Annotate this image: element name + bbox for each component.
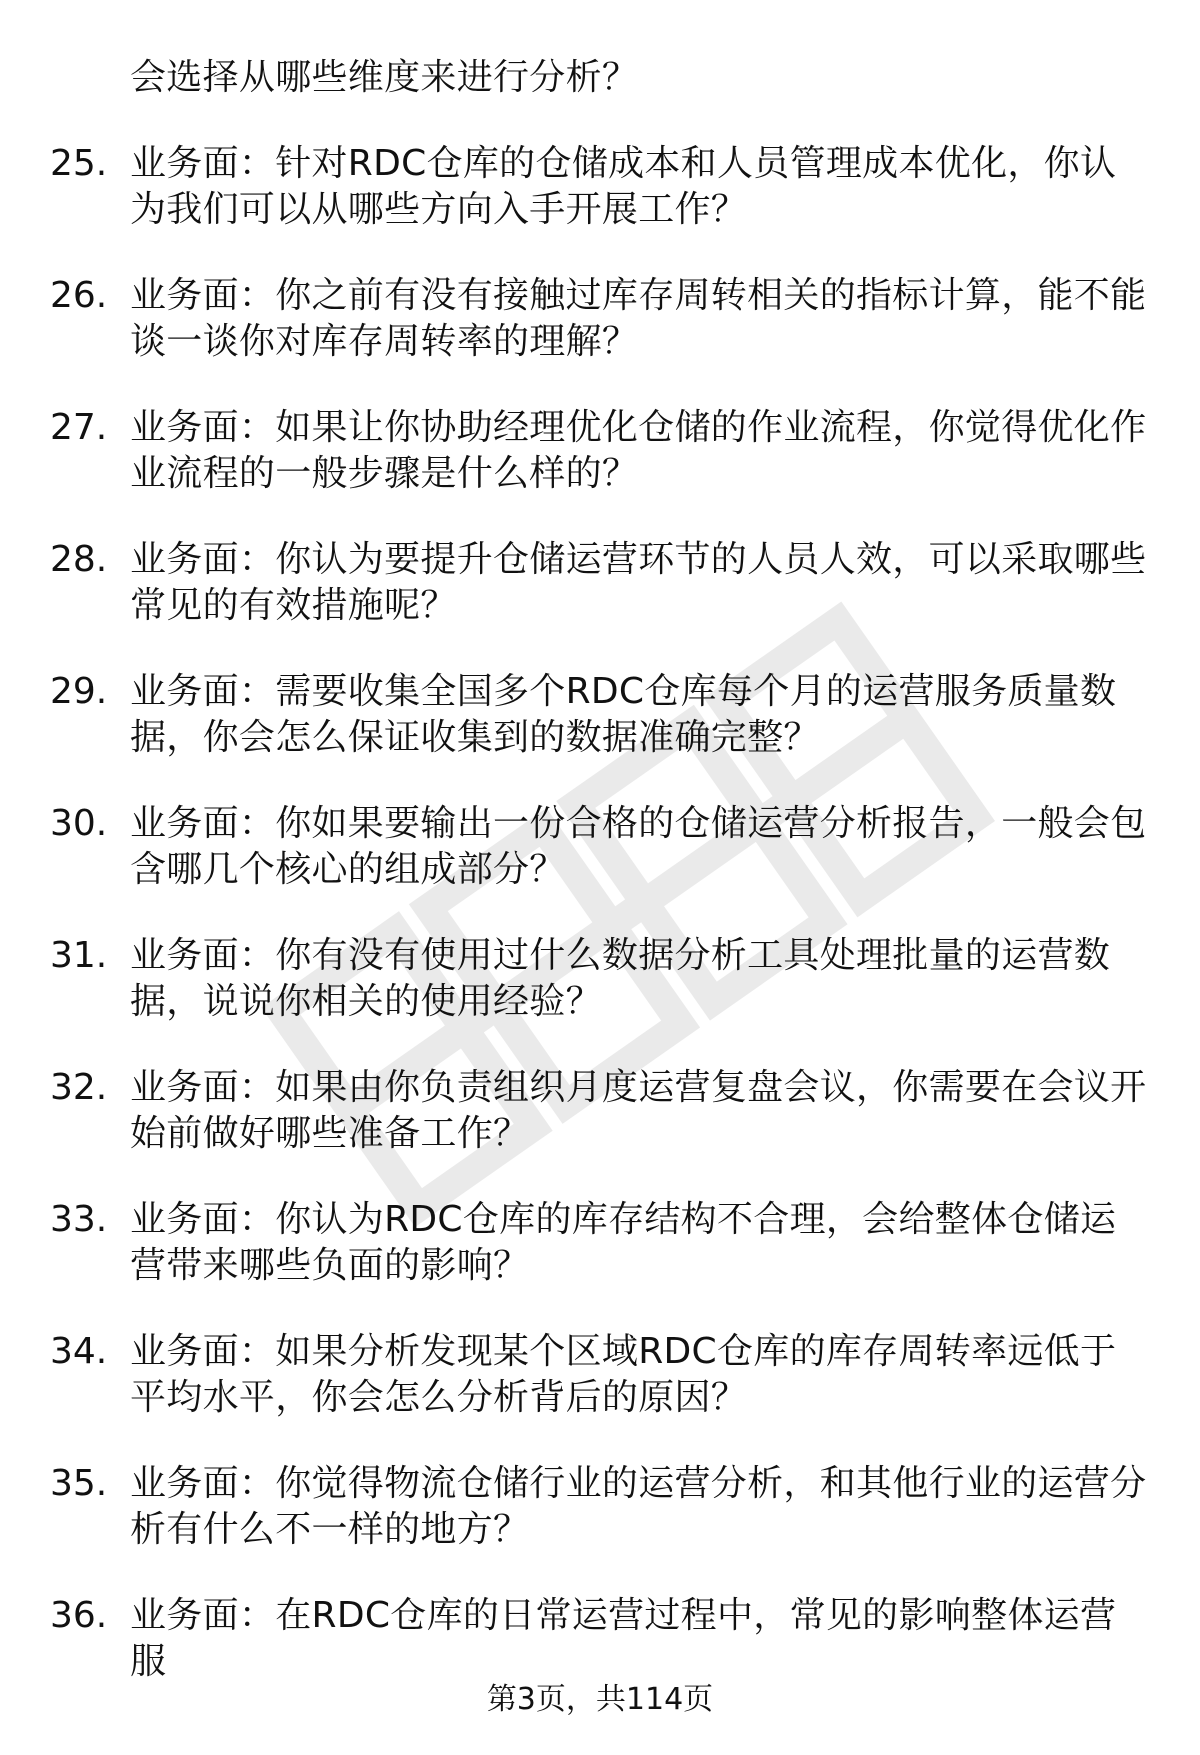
question-text: 业务面：你认为要提升仓储运营环节的人员人效，可以采取哪些常见的有效措施呢？	[130, 539, 1147, 626]
question-number: 36.	[50, 1595, 108, 1636]
question-text: 业务面：你觉得物流仓储行业的运营分析，和其他行业的运营分析有什么不一样的地方？	[130, 1463, 1147, 1550]
question-text: 业务面：你有没有使用过什么数据分析工具处理批量的运营数据，说说你相关的使用经验？	[130, 935, 1111, 1022]
question-number: 32.	[50, 1067, 108, 1108]
list-item	[50, 1593, 1150, 1685]
list-item	[50, 1461, 1150, 1553]
list-item	[50, 537, 1150, 629]
page-footer: 第3页，共114页	[486, 1682, 714, 1717]
continuation-text: 会选择从哪些维度来进行分析？	[130, 57, 639, 98]
question-text: 业务面：你如果要输出一份合格的仓储运营分析报告，一般会包含哪几个核心的组成部分？	[130, 803, 1147, 890]
question-number: 35.	[50, 1463, 108, 1504]
question-number: 34.	[50, 1331, 108, 1372]
question-number: 31.	[50, 935, 108, 976]
question-text: 业务面：你认为RDC仓库的库存结构不合理，会给整体仓储运营带来哪些负面的影响？	[130, 1199, 1117, 1286]
list-item	[50, 669, 1150, 761]
list-item	[50, 141, 1150, 233]
list-item	[50, 801, 1150, 893]
question-number: 30.	[50, 803, 108, 844]
question-text: 业务面：需要收集全国多个RDC仓库每个月的运营服务质量数据，你会怎么保证收集到的数据准确完整？	[130, 671, 1117, 758]
question-text: 业务面：你之前有没有接触过库存周转相关的指标计算，能不能谈一谈你对库存周转率的理解？	[130, 275, 1147, 362]
list-item	[50, 405, 1150, 497]
question-text: 业务面：如果分析发现某个区域RDC仓库的库存周转率远低于平均水平，你会怎么分析背后的原因？	[130, 1331, 1117, 1418]
list-item	[50, 273, 1150, 365]
question-text: 业务面：在RDC仓库的日常运营过程中，常见的影响整体运营服	[130, 1595, 1117, 1682]
list-item	[50, 933, 1150, 1025]
question-number: 26.	[50, 275, 108, 316]
question-number: 33.	[50, 1199, 108, 1240]
list-item	[50, 1329, 1150, 1421]
document-body	[50, 55, 1150, 1725]
list-item	[50, 1197, 1150, 1289]
question-list	[50, 141, 1150, 1685]
question-number: 27.	[50, 407, 108, 448]
question-number: 29.	[50, 671, 108, 712]
question-text: 业务面：如果让你协助经理优化仓储的作业流程，你觉得优化作业流程的一般步骤是什么样的？	[130, 407, 1147, 494]
question-text: 业务面：如果由你负责组织月度运营复盘会议，你需要在会议开始前做好哪些准备工作？	[130, 1067, 1147, 1154]
list-item	[50, 1065, 1150, 1157]
question-number: 25.	[50, 143, 108, 184]
question-number: 28.	[50, 539, 108, 580]
question-text: 业务面：针对RDC仓库的仓储成本和人员管理成本优化，你认为我们可以从哪些方向入手开展工作？	[130, 143, 1117, 230]
